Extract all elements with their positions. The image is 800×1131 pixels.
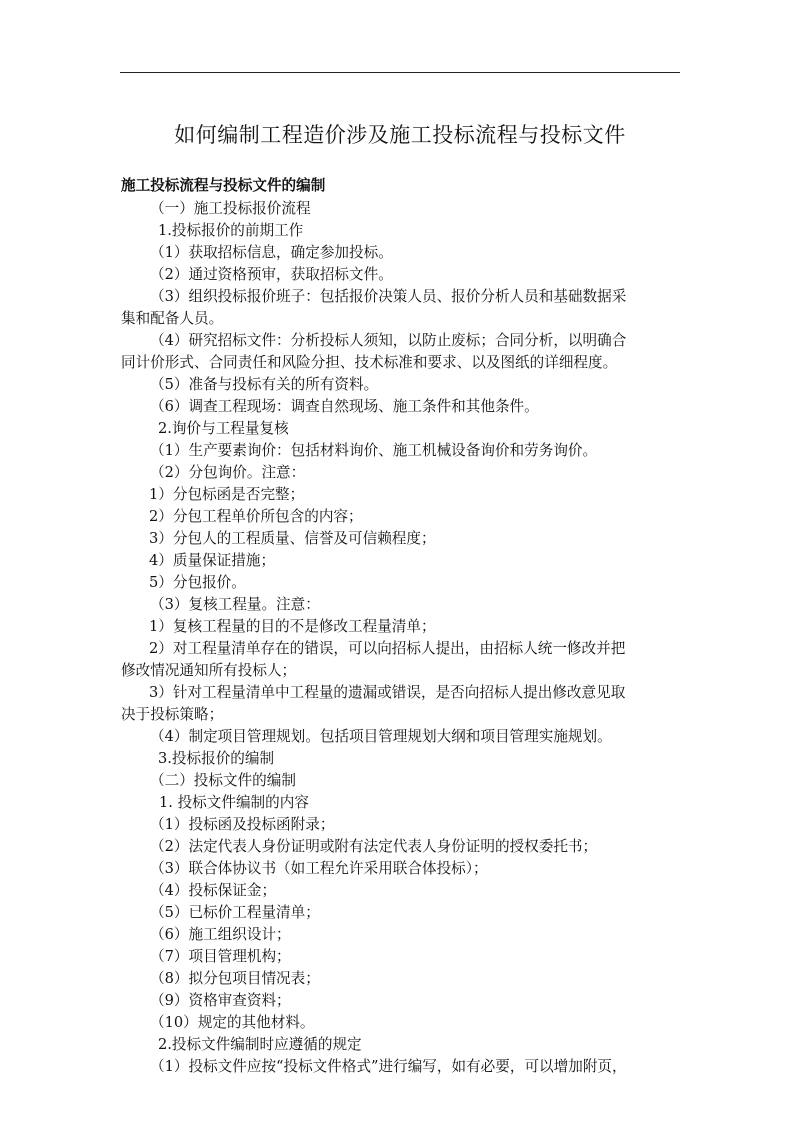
list-item: （5）准备与投标有关的所有资料。 xyxy=(150,376,379,393)
document-body xyxy=(121,175,685,1078)
list-item: （4）研究招标文件：分析投标人须知，以防止废标；合同分析，以明确合 xyxy=(150,332,627,349)
document-title: 如何编制工程造价涉及施工投标流程与投标文件 xyxy=(174,123,626,147)
sub-list-item: 1）分包标函是否完整； xyxy=(149,486,305,503)
list-item-continuation: 修改情况通知所有投标人； xyxy=(121,662,297,679)
list-item: （1）生产要素询价：包括材料询价、施工机械设备询价和劳务询价。 xyxy=(150,442,598,459)
list-item: （6）施工组织设计； xyxy=(150,926,291,943)
item-heading: 2.投标文件编制时应遵循的规定 xyxy=(158,1036,362,1053)
list-item: （3）组织投标报价班子：包括报价决策人员、报价分析人员和基础数据采 xyxy=(150,288,627,305)
section-heading: 施工投标流程与投标文件的编制 xyxy=(121,177,326,194)
subsection-heading: （一）施工投标报价流程 xyxy=(150,200,311,217)
list-item: （2）分包询价。注意： xyxy=(150,464,306,481)
item-heading: 1.投标报价的前期工作 xyxy=(158,222,304,239)
list-item: （4）制定项目管理规划。包括项目管理规划大纲和项目管理实施规划。 xyxy=(150,728,612,745)
sub-list-item: 3）针对工程量清单中工程量的遗漏或错误，是否向招标人提出修改意见取 xyxy=(149,684,626,701)
list-item: （1）获取招标信息，确定参加投标。 xyxy=(150,244,393,261)
subsection-heading: （二）投标文件的编制 xyxy=(150,772,296,789)
list-item: （8）拟分包项目情况表； xyxy=(150,970,320,987)
header-rule xyxy=(120,72,680,73)
item-heading: 2.询价与工程量复核 xyxy=(158,420,289,437)
sub-list-item: 2）分包工程单价所包含的内容； xyxy=(149,508,363,525)
list-item: （1）投标文件应按“投标文件格式”进行编写，如有必要，可以增加附页， xyxy=(150,1058,627,1075)
list-item: （3）联合体协议书（如工程允许采用联合体投标）； xyxy=(150,860,488,877)
list-item: （5）已标价工程量清单； xyxy=(150,904,320,921)
list-item: （2）通过资格预审，获取招标文件。 xyxy=(150,266,393,283)
item-heading: 1. 投标文件编制的内容 xyxy=(159,794,309,811)
list-item: （1）投标函及投标函附录； xyxy=(150,816,335,833)
sub-list-item: 3）分包人的工程质量、信誉及可信赖程度； xyxy=(149,530,436,547)
list-item: （9）资格审查资料； xyxy=(150,992,291,1009)
sub-list-item: 5）分包报价。 xyxy=(149,574,246,591)
list-item-continuation: 集和配备人员。 xyxy=(121,310,224,327)
sub-list-item: 4）质量保证措施； xyxy=(149,552,276,569)
list-item: （2）法定代表人身份证明或附有法定代表人身份证明的授权委托书； xyxy=(150,838,598,855)
list-item: （7）项目管理机构； xyxy=(150,948,291,965)
sub-list-item: 2）对工程量清单存在的错误，可以向招标人提出，由招标人统一修改并把 xyxy=(149,640,626,657)
list-item: （10）规定的其他材料。 xyxy=(150,1014,315,1031)
list-item: （4）投标保证金； xyxy=(150,882,277,899)
list-item-continuation: 同计价形式、合同责任和风险分担、技术标准和要求、以及图纸的详细程度。 xyxy=(121,354,618,371)
sub-list-item: 1）复核工程量的目的不是修改工程量清单； xyxy=(149,618,436,635)
list-item-continuation: 决于投标策略； xyxy=(121,706,224,723)
item-heading: 3.投标报价的编制 xyxy=(158,750,275,767)
list-item: （6）调查工程现场：调查自然现场、施工条件和其他条件。 xyxy=(150,398,539,415)
list-item: （3）复核工程量。注意： xyxy=(150,596,320,613)
